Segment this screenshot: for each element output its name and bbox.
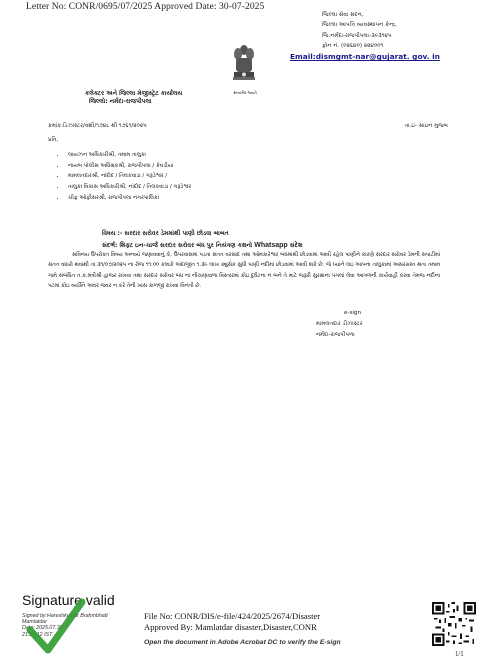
- signer-role: Mamlatdar: [22, 619, 48, 626]
- salutation: પ્રતિ,: [48, 137, 59, 143]
- district-line: જિલ્લો: નર્મદા-રાજપીપલા: [89, 98, 152, 105]
- address-line: જિલ્લા સેવા સદન,: [322, 12, 364, 18]
- collector-office-line: કલેક્ટર અને જિલ્લા મેજીસ્ટ્રેટ કાર્યાલય: [85, 90, 183, 97]
- signature-valid-label: Signature valid: [22, 592, 115, 608]
- whatsapp-label: Whatsapp: [254, 241, 288, 249]
- recipient-item: • તાલુકા વિકાસ અધિકારીશ્રી, નાંદોદ / તિલકવાડા / ગરૂડેશ્વર: [66, 182, 191, 193]
- footer-file-info: [144, 611, 320, 633]
- letter-number-line: Letter No: CONR/0695/07/2025 Approved Date: 30-07-2025: [26, 2, 265, 12]
- recipient-item: • ચીફ ઓફીસરશ્રી, રાજપીપલા નગરપાલિકા: [66, 193, 191, 204]
- reference-line: [48, 123, 448, 130]
- signatory-designation: મામલતદાર ડીઝાસ્ટર: [316, 320, 363, 327]
- reference-date: તા.ઇ- સાઇન મુજબ: [404, 123, 448, 129]
- verify-note: Open the document in Adobe Acrobat DC to verify the E-sign: [144, 639, 341, 646]
- reference-number: ક્રમાંક:ડિઝાસ્ટર/વશી/૧૭૪૮ થી ૧૭૬૧/૨૦૨૫: [48, 123, 147, 129]
- office-email: Email:dismgmt-nar@gujarat. gov. in: [290, 52, 440, 62]
- signatory-location: નર્મદા-રાજપીપળા: [316, 331, 355, 338]
- emblem-motto: સત્યમેવ જયતે: [233, 90, 257, 95]
- recipient-item: • મામલતદારશ્રી, નાંદોદ / તિલકવાડા / ગરૂડેશ્વર /: [66, 171, 191, 182]
- page-number: 1/1: [455, 651, 464, 658]
- signature-block: [316, 308, 363, 340]
- reference-subject-text: સંદર્ભ: શિફ્ટ ઇન-ચાર્જ સરદાર સરોવર બંધ પુર નિયંત્રણ કક્ષનો: [102, 241, 255, 249]
- file-number: File No: CONR/DIS/e-file/424/2025/2674/Disaster: [144, 611, 321, 621]
- recipient-list: [52, 150, 191, 204]
- subject-line: વિષય :- સરદાર સરોવર ડેમમાંથી પાણી છોડવા બાબત: [102, 230, 229, 237]
- address-line: ફોન નં. (૦૨૬૪૦) ૨૨૪૦૦૧: [322, 42, 384, 49]
- signed-date: Date: 2025.07.30: [22, 625, 63, 632]
- esign-label: e-sign: [344, 310, 362, 316]
- state-emblem-icon: [230, 42, 258, 92]
- office-address: [290, 10, 482, 62]
- recipient-item: • લાયઝન અધિકારીશ્રી, તમામ તાલુકા: [66, 150, 191, 161]
- signed-time: 21:29:12 IST: [22, 631, 53, 638]
- address-line: જિ.નર્મદા-રાજપીપલા-૩૯૩૧૪૫: [322, 32, 392, 39]
- address-line: જિલ્લા આપત્તિ વ્યવસ્થાપન કેન્દ્ર,: [322, 22, 397, 29]
- letter-body: સવિનય ઉપરોક્ત વિષય અન્વયે જણાવવાનું કે, ઉપરવાસમાં પડતા સતત વરસાદ તથા ઓમકારેશ્વર બંધમાંથી છોડવામાં આવી રહેલ પાણીને કારણે સરદાર સરોવર ડેમની સપાટીમાં સતત વધારો થવાથી તા.૩૧/૦૭/૨૦૨૫ ના રોજ ૧૧:૦૦ કલાકે અંદાજીત ૧.૩૯ લાખ ક્યુસેક સુધી પાણી નદીમાં છોડવામાં આવી શકે છે. જે ધ્યાને લઇ આપના તાલુકામાં અસરગ્રસ્ત થતા તમામ ગામે સંબંધિત ત.ક.મંત્રીશ્રી હાજર રાખવા તથા સરદાર સરોવર બંધ ના નીચાણવાળા વિસ્તારમાં કોઇ દુર્ઘટના ન બને તે માટે જરૂરી સુરક્ષાના પગલાં લેવા આગળની કાર્યવાહી કરવા તેમજ નદીના પટમાં કોઇ વ્યક્તિ અવર જવર ન કરે તેની ખાસ કાળજી રાખવા વિનંતી છે.: [48, 252, 440, 290]
- subject-block: [102, 228, 303, 251]
- approved-by: Approved By: Mamlatdar disaster,Disaster,CONR: [144, 622, 317, 632]
- green-check-icon: [26, 596, 86, 656]
- reference-subject-suffix: સંદેશ: [287, 241, 303, 249]
- qr-code-icon: [432, 602, 476, 646]
- signed-by: Signed by:Hareshkumar Brahmbhatt: [22, 613, 108, 619]
- recipient-item: • નાયબ પોલીસ અધિક્ષકશ્રી, રાજપીપલા / કેવડીયા: [66, 161, 191, 172]
- collector-office-heading: [85, 90, 182, 106]
